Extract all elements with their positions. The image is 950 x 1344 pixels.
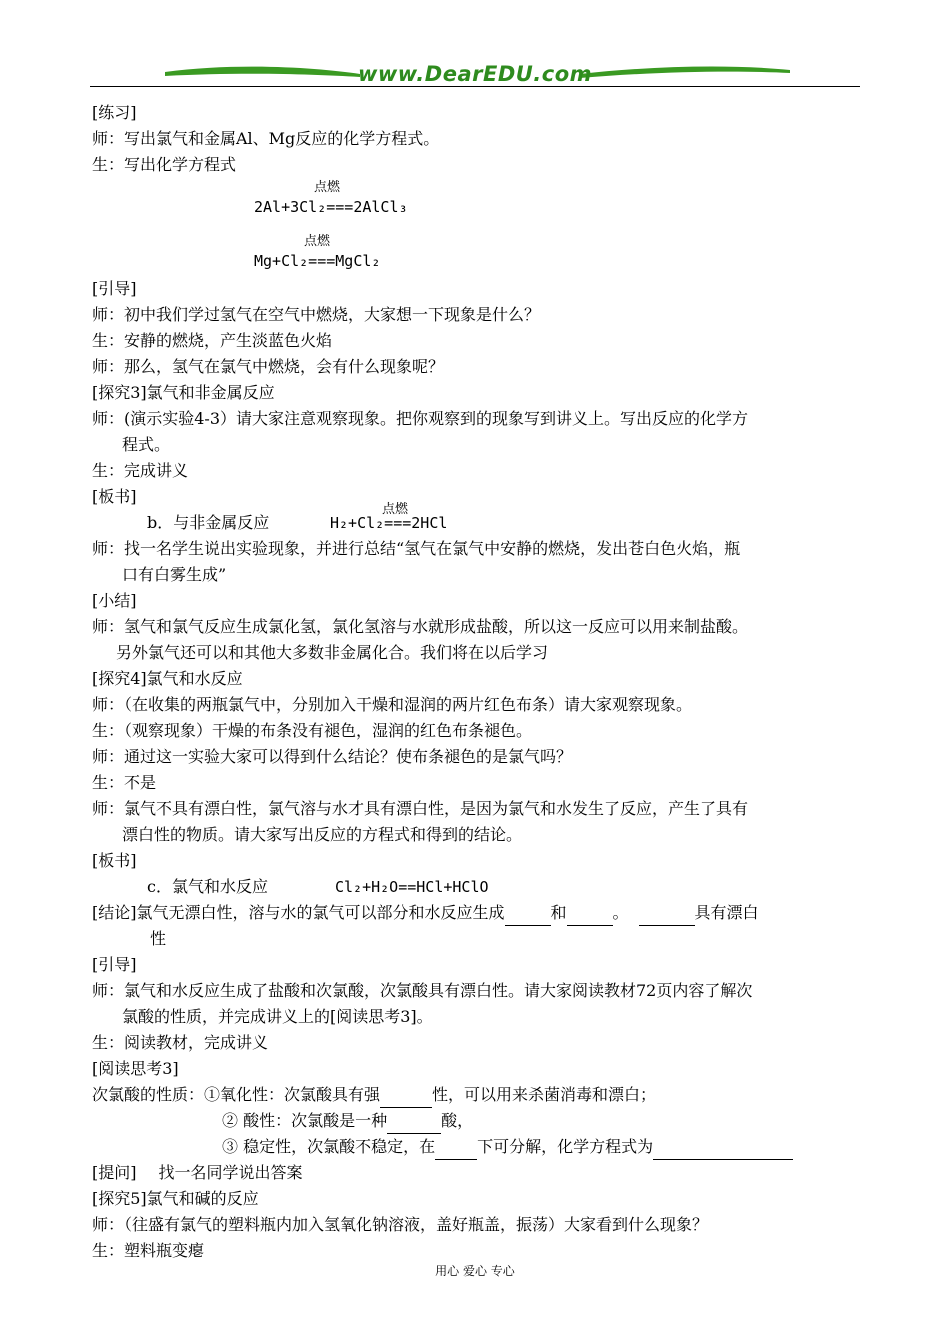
- teacher-line-cont: 口有白雾生成”: [122, 565, 227, 584]
- section-tag: [提问]: [92, 1163, 137, 1182]
- equation-condition: 点燃: [314, 180, 341, 195]
- conclusion-text: 。: [612, 903, 629, 922]
- teacher-line: 师：氯气不具有漂白性，氯气溶与水才具有漂白性，是因为氯气和水发生了反应，产生了具有: [92, 799, 749, 818]
- teacher-line: 师：那么，氢气在氯气中燃烧，会有什么现象呢？: [92, 357, 445, 376]
- answer-blank[interactable]: [653, 1141, 793, 1160]
- site-url: www.DearEDU.com: [357, 62, 593, 86]
- section-tag: [小结]: [92, 591, 137, 610]
- equation-text: Cl₂+H₂O==HCl+HClO: [335, 878, 489, 896]
- property-line: [92, 1108, 862, 1134]
- teacher-line-cont: 程式。: [122, 435, 171, 454]
- conclusion-text: 具有漂白: [694, 903, 759, 922]
- section-tag: [板书]: [92, 851, 137, 870]
- property-text: 下可分解，化学方程式为: [477, 1137, 654, 1156]
- answer-blank[interactable]: [639, 907, 695, 926]
- student-line: 生：塑料瓶变瘪: [92, 1241, 205, 1260]
- page-footer: 用心 爱心 专心: [435, 1264, 515, 1278]
- student-line: 生：安静的燃烧，产生淡蓝色火焰: [92, 331, 333, 350]
- section-tag: [探究5]氯气和碱的反应: [92, 1189, 259, 1208]
- ask-line: [92, 1160, 862, 1186]
- board-item-label: c．氯气和水反应: [147, 877, 268, 896]
- property-text: 酸，: [441, 1111, 474, 1130]
- equation-al: [92, 178, 862, 222]
- answer-blank[interactable]: [435, 1141, 477, 1160]
- section-tag: [板书]: [92, 487, 137, 506]
- property-text: ② 酸性：次氯酸是一种: [222, 1111, 388, 1130]
- teacher-line: 师：找一名学生说出实验现象，并进行总结“氢气在氯气中安静的燃烧，发出苍白色火焰，瓶: [92, 539, 741, 558]
- conclusion-text: [结论]氯气无漂白性，溶与水的氯气可以部分和水反应生成: [92, 903, 505, 922]
- student-line: 生：写出化学方程式: [92, 155, 237, 174]
- section-tag: [练习]: [92, 103, 137, 122]
- conclusion-line: [92, 900, 862, 926]
- equation-mg: [92, 222, 862, 276]
- property-text: 性，可以用来杀菌消毒和漂白；: [432, 1085, 657, 1104]
- board-item-label: b．与非金属反应: [147, 513, 270, 532]
- section-tag: [探究3]氯气和非金属反应: [92, 383, 275, 402]
- header-rule: [90, 86, 860, 87]
- teacher-line: 师：氢气和氯气反应生成氯化氢，氯化氢溶与水就形成盐酸，所以这一反应可以用来制盐酸。: [92, 617, 749, 636]
- student-line: 生：不是: [92, 773, 157, 792]
- section-tag: [引导]: [92, 955, 137, 974]
- student-line: 生：（观察现象）干燥的布条没有褪色，湿润的红色布条褪色。: [92, 721, 533, 740]
- board-item-nonmetal: [92, 502, 862, 536]
- teacher-line-cont: 漂白性的物质。请大家写出反应的方程式和得到的结论。: [122, 825, 523, 844]
- board-item-water: [92, 874, 862, 900]
- ask-text: 找一名同学说出答案: [158, 1163, 303, 1182]
- answer-blank[interactable]: [380, 1089, 432, 1108]
- teacher-line: 师：写出氯气和金属Al、Mg反应的化学方程式。: [92, 129, 440, 148]
- conclusion-text: 和: [550, 903, 567, 922]
- teacher-line: 师：初中我们学过氢气在空气中燃烧，大家想一下现象是什么？: [92, 305, 541, 324]
- equation-text: H₂+Cl₂===2HCl: [330, 514, 448, 532]
- equation-text: 2Al+3Cl₂===2AlCl₃: [254, 198, 408, 216]
- property-line: [92, 1134, 862, 1160]
- property-line: [92, 1082, 862, 1108]
- property-text: ③ 稳定性，次氯酸不稳定，在: [222, 1137, 436, 1156]
- equation-condition: 点燃: [382, 502, 409, 517]
- teacher-line: 师：（往盛有氯气的塑料瓶内加入氢氧化钠溶液，盖好瓶盖，振荡）大家看到什么现象？: [92, 1215, 709, 1234]
- section-tag: [探究4]氯气和水反应: [92, 669, 243, 688]
- section-tag: [引导]: [92, 279, 137, 298]
- teacher-line: 师：（在收集的两瓶氯气中，分别加入干燥和湿润的两片红色布条）请大家观察现象。: [92, 695, 693, 714]
- teacher-line-cont: 氯酸的性质，并完成讲义上的[阅读思考3]。: [122, 1007, 433, 1026]
- answer-blank[interactable]: [567, 907, 613, 926]
- teacher-line: 师：(演示实验4-3）请大家注意观察现象。把你观察到的现象写到讲义上。写出反应的化学方: [92, 409, 749, 428]
- teacher-line: 师：通过这一实验大家可以得到什么结论？使布条褪色的是氯气吗？: [92, 747, 573, 766]
- document-body: [92, 100, 862, 1264]
- answer-blank[interactable]: [387, 1115, 441, 1134]
- teacher-line-cont: 另外氯气还可以和其他大多数非金属化合。我们将在以后学习: [116, 643, 549, 662]
- student-line: 生：阅读教材，完成讲义: [92, 1033, 269, 1052]
- property-text: 次氯酸的性质：①氧化性：次氯酸具有强: [92, 1085, 381, 1104]
- teacher-line: 师：氯气和水反应生成了盐酸和次氯酸，次氯酸具有漂白性。请大家阅读教材72页内容了解次: [92, 981, 753, 1000]
- equation-text: Mg+Cl₂===MgCl₂: [254, 252, 381, 270]
- answer-blank[interactable]: [505, 907, 551, 926]
- student-line: 生：完成讲义: [92, 461, 189, 480]
- section-tag: [阅读思考3]: [92, 1059, 179, 1078]
- equation-condition: 点燃: [304, 234, 331, 249]
- conclusion-line-cont: 性: [150, 929, 167, 948]
